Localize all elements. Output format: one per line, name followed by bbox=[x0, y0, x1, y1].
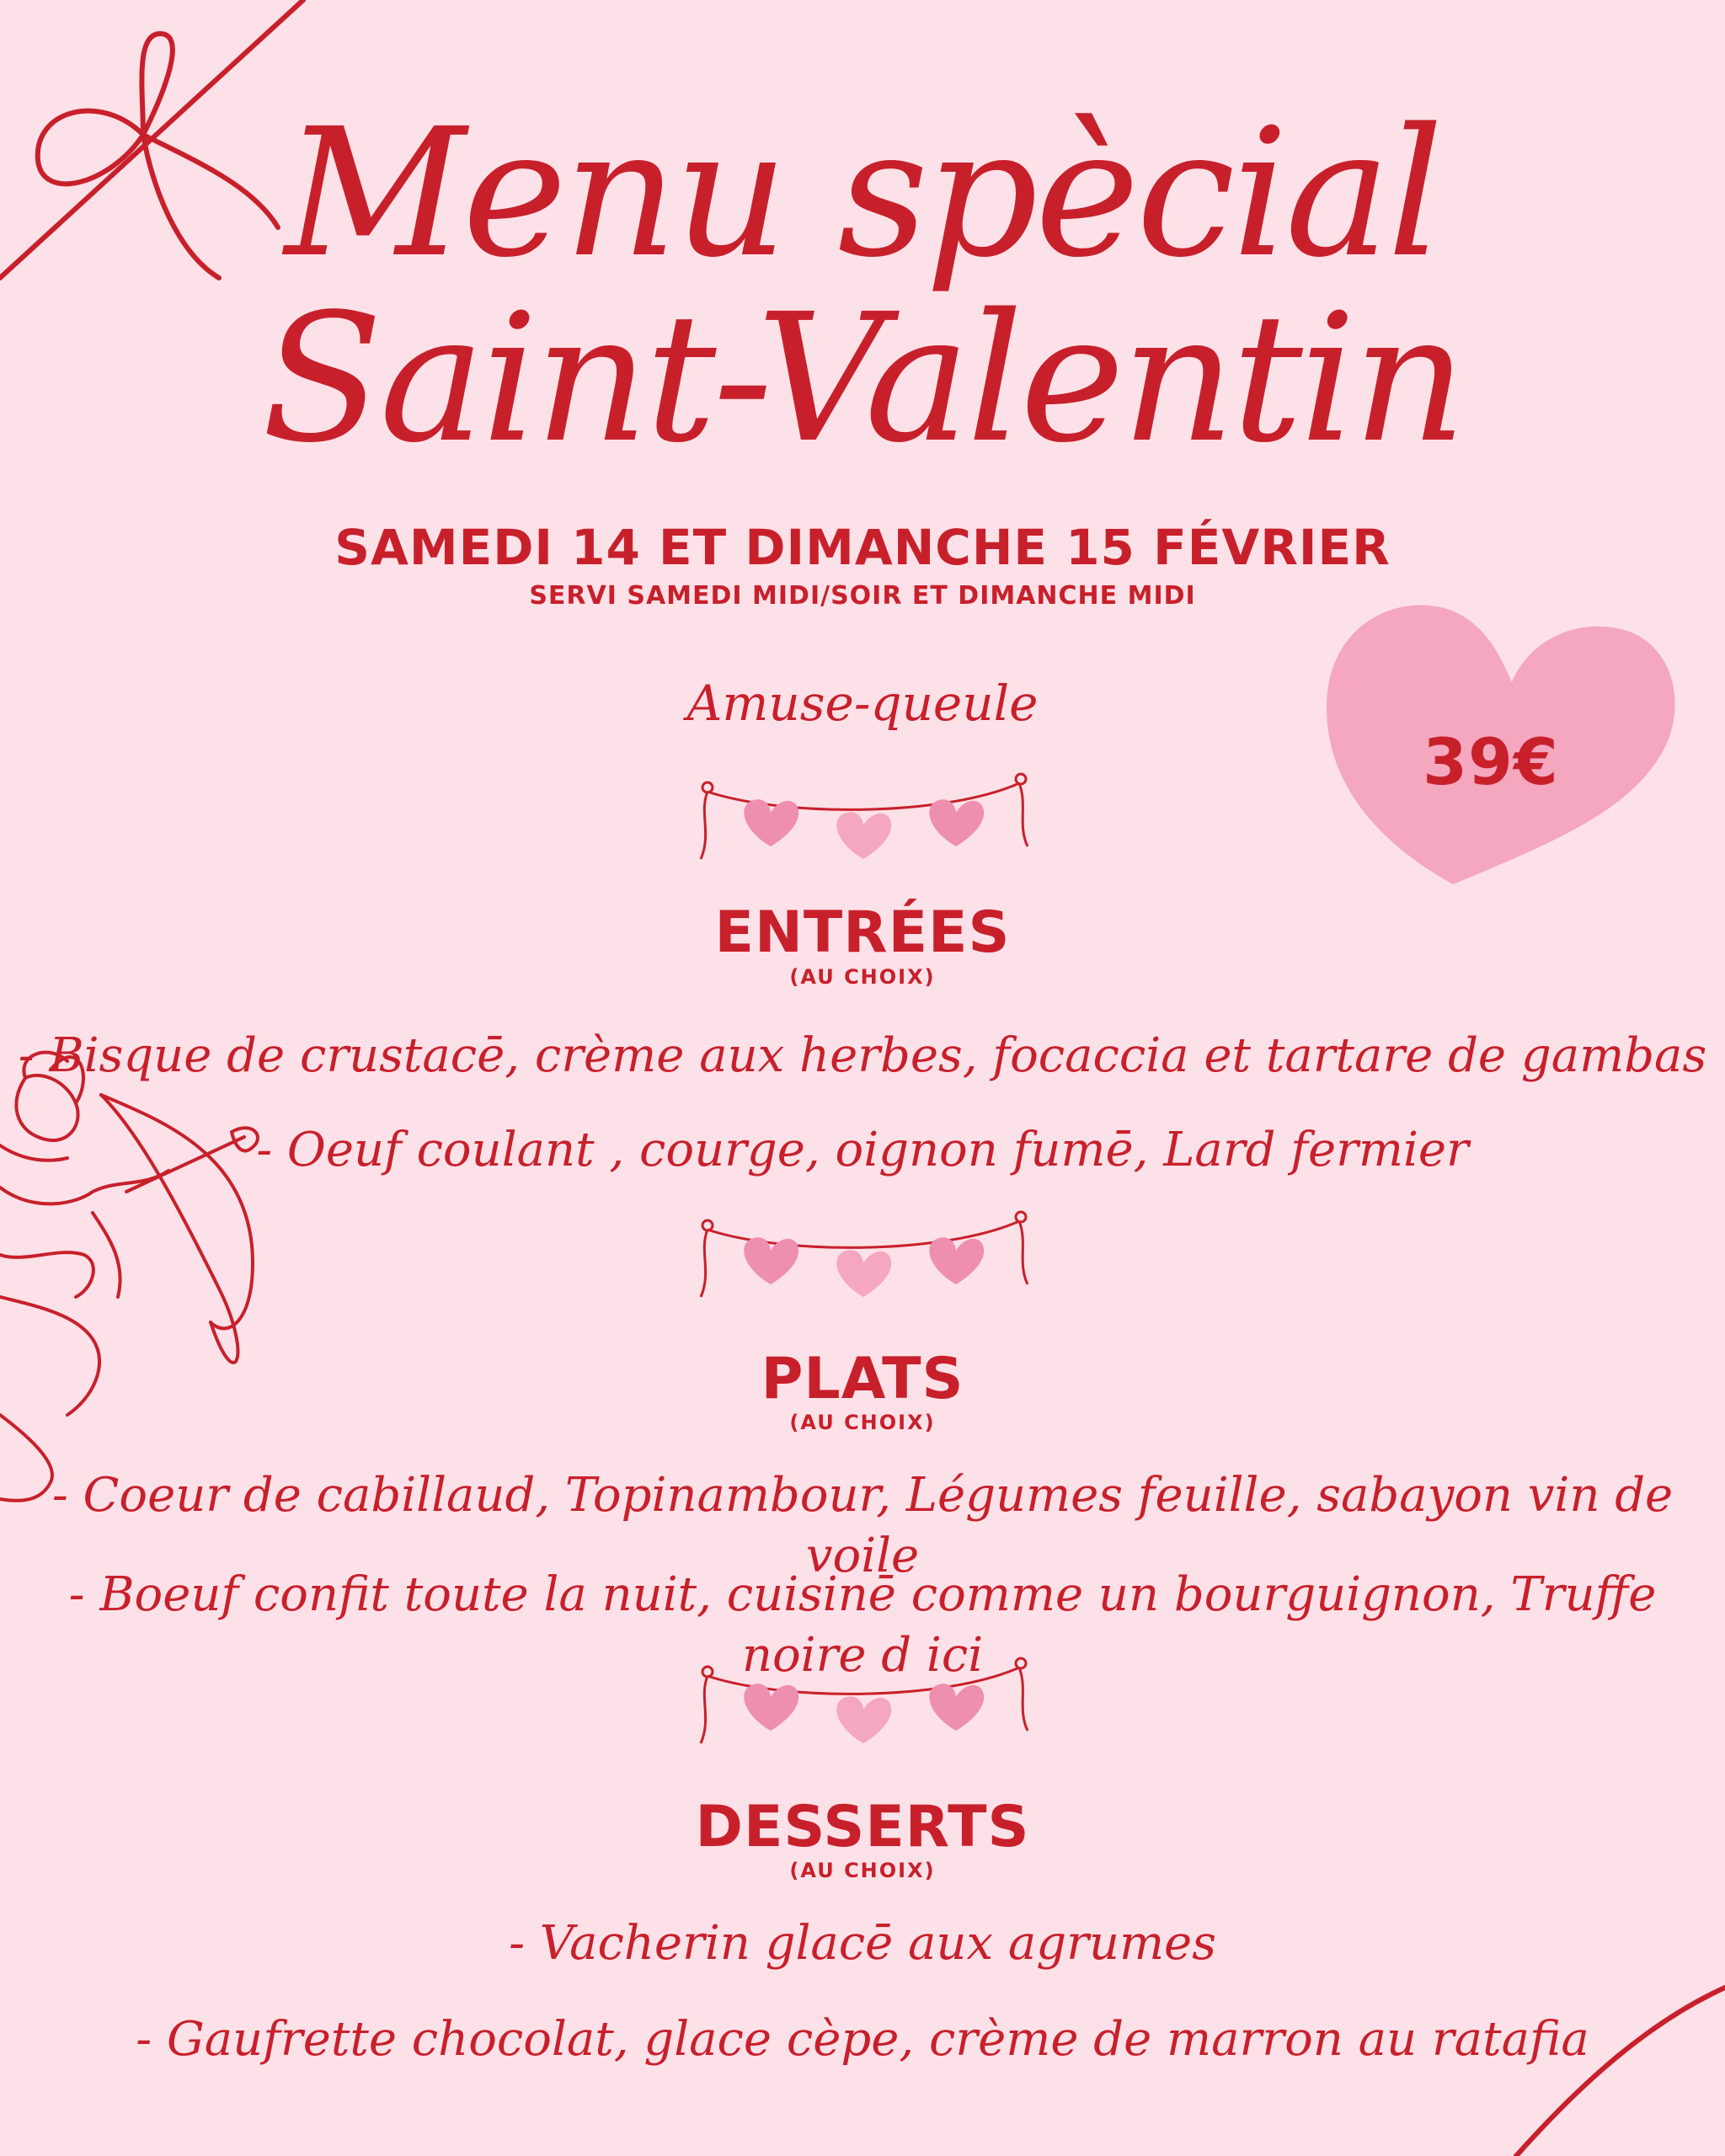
menu-item: - Oeuf coulant , courge, oignon fumē, Lard fermier bbox=[256, 1123, 1469, 1177]
page-title-line2: Saint-Valentin bbox=[261, 275, 1464, 482]
menu-item: - Gaufrette chocolat, glace cèpe, crème de marron au ratafia bbox=[136, 2012, 1589, 2067]
heart-garland-icon bbox=[691, 1204, 1036, 1305]
section-subtitle-desserts: (AU CHOIX) bbox=[789, 1859, 936, 1882]
section-title-desserts: DESSERTS bbox=[695, 1794, 1030, 1860]
menu-item: - Boeuf confit toute la nuit, cuisinē comme un bourguignon, Truffe noire d ici bbox=[68, 1567, 1657, 1683]
page-title-line1: Menu spècial bbox=[284, 90, 1441, 296]
menu-item: - Coeur de cabillaud, Topinambour, Légumes feuille, sabayon vin de voile bbox=[51, 1468, 1674, 1583]
section-title-plats: PLATS bbox=[761, 1346, 964, 1412]
menu-item: - Bisque de crustacē, crème aux herbes, focaccia et tartare de gambas bbox=[18, 1028, 1707, 1083]
price-label: 39€ bbox=[1423, 724, 1559, 799]
heart-garland-icon bbox=[691, 766, 1036, 867]
cupid-icon bbox=[0, 1044, 286, 1516]
section-subtitle-entrees: (AU CHOIX) bbox=[789, 965, 936, 989]
section-subtitle-plats: (AU CHOIX) bbox=[789, 1411, 936, 1434]
heart-garland-icon bbox=[691, 1651, 1036, 1752]
service-subheading: SERVI SAMEDI MIDI/SOIR ET DIMANCHE MIDI bbox=[529, 581, 1196, 611]
dates-heading: SAMEDI 14 ET DIMANCHE 15 FÉVRIER bbox=[334, 519, 1391, 576]
section-title-entrees: ENTRÉES bbox=[714, 899, 1011, 966]
menu-item: - Vacherin glacē aux agrumes bbox=[509, 1916, 1216, 1971]
amuse-bouche-label: Amuse-queule bbox=[686, 675, 1039, 732]
